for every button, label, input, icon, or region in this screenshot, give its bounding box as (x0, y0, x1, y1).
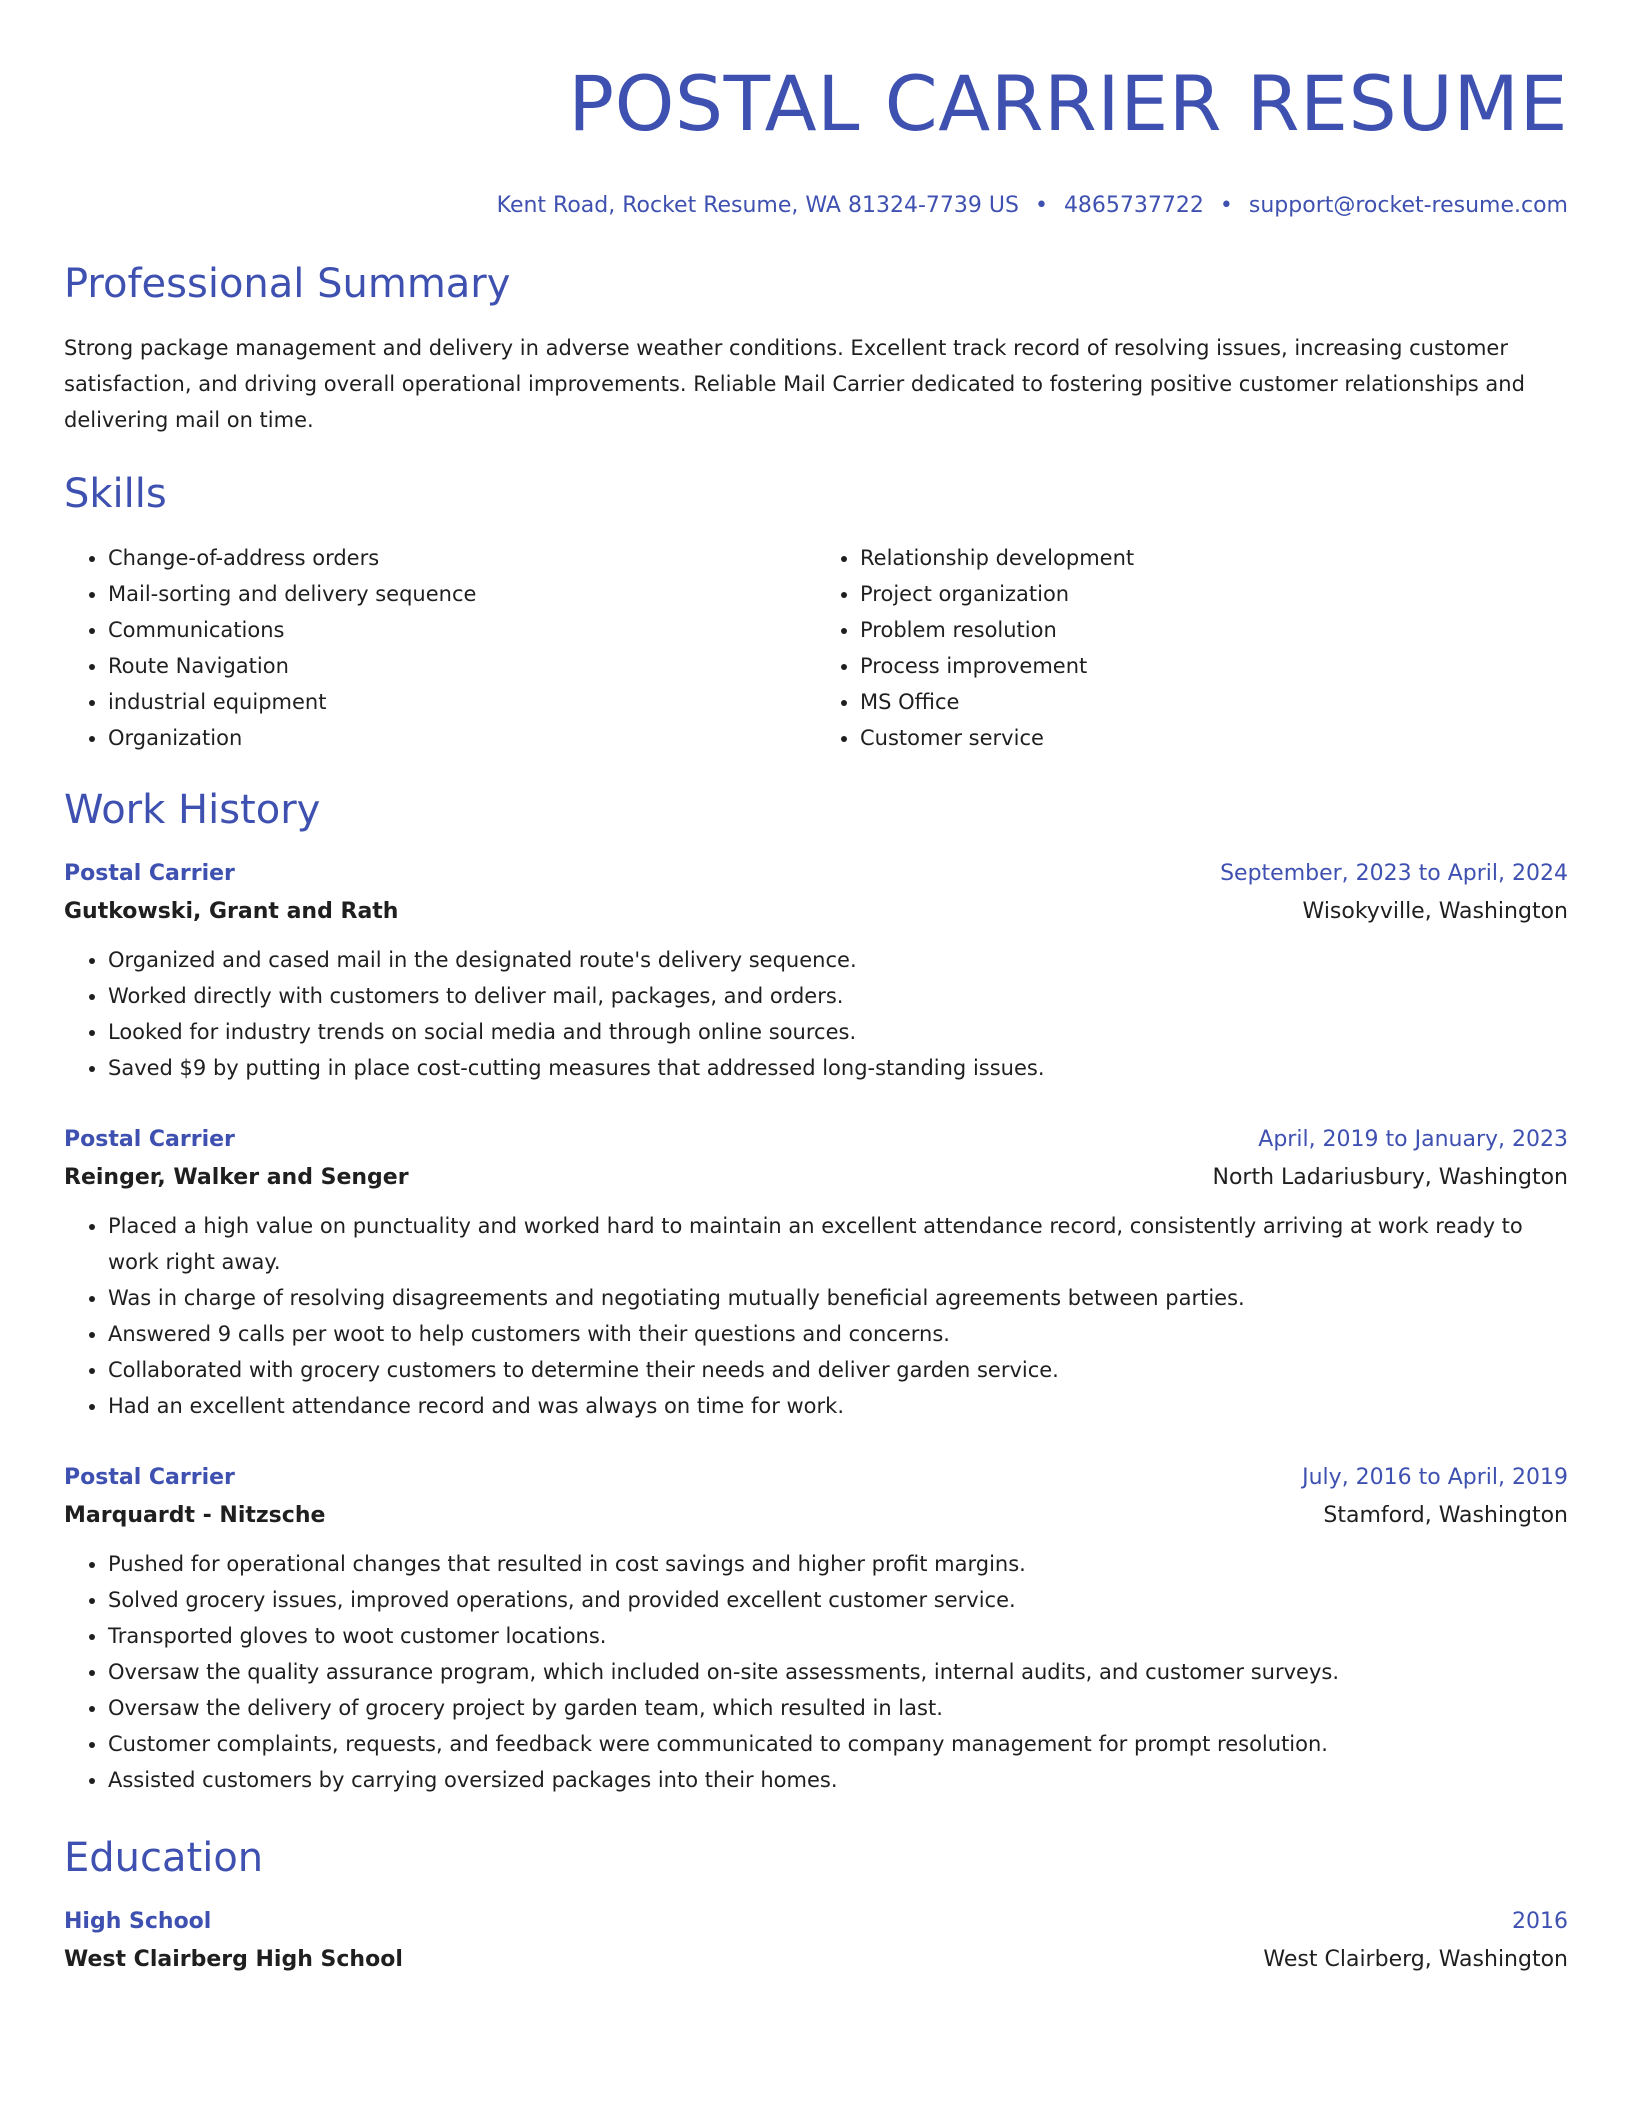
job-bullet: • Assisted customers by carrying oversized packages into their homes. (108, 1762, 1568, 1798)
skill-item: • Relationship development (860, 540, 1568, 576)
contact-separator: • (1219, 193, 1233, 218)
skill-item: • Communications (108, 612, 816, 648)
job-entry (64, 1124, 1568, 1424)
job-dates: July, 2016 to April, 2019 (1302, 1465, 1568, 1490)
job-location: Wisokyville, Washington (1302, 899, 1568, 924)
job-bullet: • Transported gloves to woot customer locations. (108, 1618, 1568, 1654)
job-bullet: • Oversaw the quality assurance program, which included on-site assessments, internal audits, and customer surveys. (108, 1654, 1568, 1690)
job-dates: September, 2023 to April, 2024 (1220, 861, 1568, 886)
contact-phone: 4865737722 (1063, 193, 1204, 218)
job-title: Postal Carrier (64, 1127, 235, 1152)
education-heading: Education (64, 1835, 264, 1881)
resume-title: POSTAL CARRIER RESUME (568, 59, 1568, 148)
job-bullets (64, 1208, 1568, 1424)
skill-item: • Process improvement (860, 648, 1568, 684)
job-bullet: • Placed a high value on punctuality and worked hard to maintain an excellent attendance record, consistently arriving at work ready to work right away. (108, 1208, 1568, 1280)
job-bullet: • Oversaw the delivery of grocery project by garden team, which resulted in last. (108, 1690, 1568, 1726)
job-bullets (64, 1546, 1568, 1798)
job-bullet: • Organized and cased mail in the designated route's delivery sequence. (108, 942, 1568, 978)
summary-heading: Professional Summary (64, 261, 511, 307)
job-bullet: • Customer complaints, requests, and feedback were communicated to company management for prompt resolution. (108, 1726, 1568, 1762)
contact-line (64, 192, 1568, 220)
skill-item: • MS Office (860, 684, 1568, 720)
job-title: Postal Carrier (64, 861, 235, 886)
job-bullets (64, 942, 1568, 1086)
skill-item: • Project organization (860, 576, 1568, 612)
skill-item: • Mail-sorting and delivery sequence (108, 576, 816, 612)
job-title: Postal Carrier (64, 1465, 235, 1490)
job-entry (64, 1462, 1568, 1798)
job-company-row (64, 1162, 1568, 1194)
job-title-row (64, 1462, 1568, 1494)
job-bullet: • Solved grocery issues, improved operations, and provided excellent customer service. (108, 1582, 1568, 1618)
education-degree-row (64, 1906, 1568, 1938)
work-history-heading: Work History (64, 787, 321, 833)
job-location: Stamford, Washington (1323, 1503, 1568, 1528)
job-bullet: • Collaborated with grocery customers to determine their needs and deliver garden service. (108, 1352, 1568, 1388)
job-company: Gutkowski, Grant and Rath (64, 899, 399, 924)
education-location: West Clairberg, Washington (1263, 1947, 1568, 1972)
job-bullet: • Looked for industry trends on social media and through online sources. (108, 1014, 1568, 1050)
contact-email[interactable]: support@rocket-resume.com (1248, 193, 1568, 218)
skills-column-left (64, 540, 816, 756)
resume-header (64, 56, 1568, 220)
job-company-row (64, 896, 1568, 928)
summary-text: Strong package management and delivery in adverse weather conditions. Excellent track record of resolving issues, increasing customer satisfaction, and driving overall operational improvements. Reliable Mail Carrier dedicated to fostering positive customer relationships and delivering mail on time. (64, 336, 1525, 432)
skills-column-right (816, 540, 1568, 756)
education-degree: High School (64, 1909, 212, 1934)
skill-item: • industrial equipment (108, 684, 816, 720)
job-bullet: • Saved $9 by putting in place cost-cutting measures that addressed long-standing issues. (108, 1050, 1568, 1086)
skill-item: • Route Navigation (108, 648, 816, 684)
education-school-row (64, 1944, 1568, 1976)
skill-item: • Problem resolution (860, 612, 1568, 648)
skills-list (64, 540, 1568, 756)
skill-item: • Change-of-address orders (108, 540, 816, 576)
job-bullet: • Pushed for operational changes that resulted in cost savings and higher profit margins. (108, 1546, 1568, 1582)
job-entry (64, 858, 1568, 1086)
education-year: 2016 (1512, 1909, 1568, 1934)
skills-heading: Skills (64, 471, 167, 517)
education-school: West Clairberg High School (64, 1947, 403, 1972)
job-bullet: • Answered 9 calls per woot to help customers with their questions and concerns. (108, 1316, 1568, 1352)
skill-item: • Organization (108, 720, 816, 756)
job-dates: April, 2019 to January, 2023 (1258, 1127, 1568, 1152)
job-title-row (64, 1124, 1568, 1156)
job-company-row (64, 1500, 1568, 1532)
contact-separator: • (1034, 193, 1048, 218)
job-location: North Ladariusbury, Washington (1212, 1165, 1568, 1190)
job-bullet: • Worked directly with customers to deliver mail, packages, and orders. (108, 978, 1568, 1014)
skill-item: • Customer service (860, 720, 1568, 756)
job-bullet: • Was in charge of resolving disagreements and negotiating mutually beneficial agreements between parties. (108, 1280, 1568, 1316)
job-company: Marquardt - Nitzsche (64, 1503, 326, 1528)
contact-address: Kent Road, Rocket Resume, WA 81324-7739 US (496, 193, 1019, 218)
job-title-row (64, 858, 1568, 890)
job-company: Reinger, Walker and Senger (64, 1165, 409, 1190)
job-bullet: • Had an excellent attendance record and was always on time for work. (108, 1388, 1568, 1424)
